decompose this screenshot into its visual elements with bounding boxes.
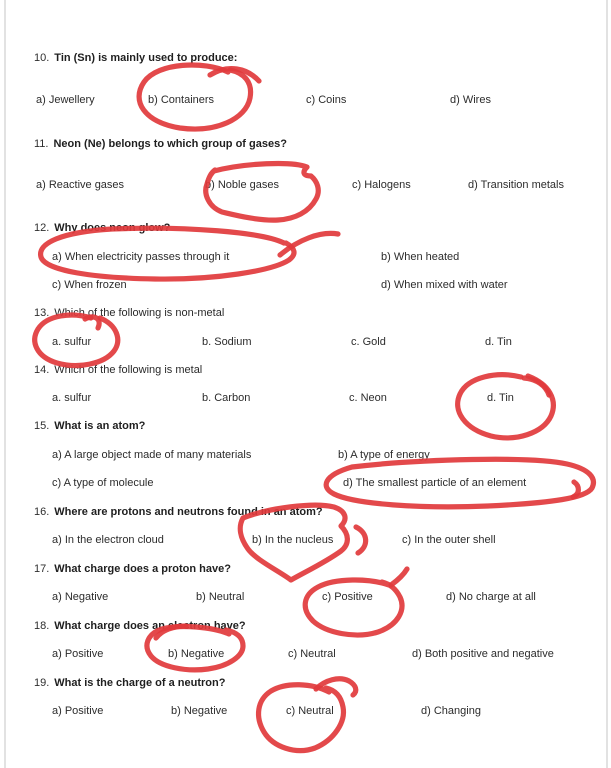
question-10-number: 10.	[34, 52, 50, 64]
question-12-number: 12.	[34, 222, 50, 234]
option-q11-b: b) Noble gases	[205, 179, 279, 191]
option-q15-b: b) A type of energy	[338, 449, 430, 461]
question-17-heading	[34, 563, 231, 576]
question-14-heading	[34, 364, 202, 377]
option-q18-b: b) Negative	[168, 648, 225, 660]
question-13-text: Which of the following is non-metal	[54, 307, 225, 319]
option-q18-d: d) Both positive and negative	[412, 648, 554, 660]
option-q13-d: d. Tin	[485, 336, 512, 348]
option-q12-a: a) When electricity passes through it	[52, 251, 230, 263]
question-14-number: 14.	[34, 364, 50, 376]
option-q17-b: b) Neutral	[196, 591, 245, 603]
option-q18-a: a) Positive	[52, 648, 104, 660]
option-q11-d: d) Transition metals	[468, 179, 564, 191]
option-q10-b: b) Containers	[148, 94, 215, 106]
question-11-number: 11.	[34, 138, 49, 150]
option-q12-d: d) When mixed with water	[381, 279, 508, 291]
page-right-border	[606, 0, 608, 768]
question-14-text: Which of the following is metal	[54, 364, 203, 376]
question-18-text: What charge does an electron have?	[54, 620, 246, 632]
question-15-text: What is an atom?	[54, 420, 146, 432]
option-q15-a: a) A large object made of many materials	[52, 449, 252, 461]
option-q11-c: c) Halogens	[352, 179, 411, 191]
question-17-number: 17.	[34, 563, 50, 575]
option-q10-c: c) Coins	[306, 94, 347, 106]
question-19-number: 19.	[34, 677, 50, 689]
option-q10-d: d) Wires	[450, 94, 491, 106]
option-q11-a: a) Reactive gases	[36, 179, 125, 191]
option-q15-c: c) A type of molecule	[52, 477, 154, 489]
option-q12-b: b) When heated	[381, 251, 460, 263]
option-q14-b: b. Carbon	[202, 392, 251, 404]
question-17-text: What charge does a proton have?	[54, 563, 231, 575]
question-16-number: 16.	[34, 506, 50, 518]
question-12-heading	[34, 222, 170, 235]
question-15-heading	[34, 420, 145, 433]
option-q17-c: c) Positive	[322, 591, 373, 603]
question-13-heading	[34, 307, 224, 320]
option-q19-d: d) Changing	[421, 705, 481, 717]
option-q13-b: b. Sodium	[202, 336, 252, 348]
question-11-text: Neon (Ne) belongs to which group of gases?	[53, 138, 287, 150]
option-q16-a: a) In the electron cloud	[52, 534, 164, 546]
option-q19-b: b) Negative	[171, 705, 228, 717]
question-10-heading	[34, 52, 237, 65]
option-q14-a: a. sulfur	[52, 392, 92, 404]
question-19-text: What is the charge of a neutron?	[54, 677, 226, 689]
option-q14-d: d. Tin	[487, 392, 514, 404]
answer-circle-q14	[458, 375, 554, 438]
question-15-number: 15.	[34, 420, 50, 432]
option-q18-c: c) Neutral	[288, 648, 336, 660]
option-q15-d: d) The smallest particle of an element	[343, 477, 527, 489]
question-19-heading	[34, 677, 225, 690]
option-q19-c: c) Neutral	[286, 705, 334, 717]
question-12-text: Why does neon glow?	[54, 222, 171, 234]
question-18-number: 18.	[34, 620, 50, 632]
option-q12-c: c) When frozen	[52, 279, 127, 291]
option-q13-c: c. Gold	[351, 336, 386, 348]
option-q14-c: c. Neon	[349, 392, 387, 404]
option-q17-d: d) No charge at all	[446, 591, 536, 603]
question-13-number: 13.	[34, 307, 50, 319]
question-18-heading	[34, 620, 246, 633]
question-16-text: Where are protons and neutrons found in an atom?	[54, 506, 323, 518]
page-left-border	[4, 0, 6, 768]
option-q13-a: a. sulfur	[52, 336, 92, 348]
question-11-heading	[34, 138, 287, 151]
option-q16-b: b) In the nucleus	[252, 534, 334, 546]
option-q19-a: a) Positive	[52, 705, 104, 717]
option-q10-a: a) Jewellery	[36, 94, 95, 106]
option-q16-c: c) In the outer shell	[402, 534, 496, 546]
question-10-text: Tin (Sn) is mainly used to produce:	[54, 52, 238, 64]
question-16-heading	[34, 506, 323, 519]
option-q17-a: a) Negative	[52, 591, 109, 603]
